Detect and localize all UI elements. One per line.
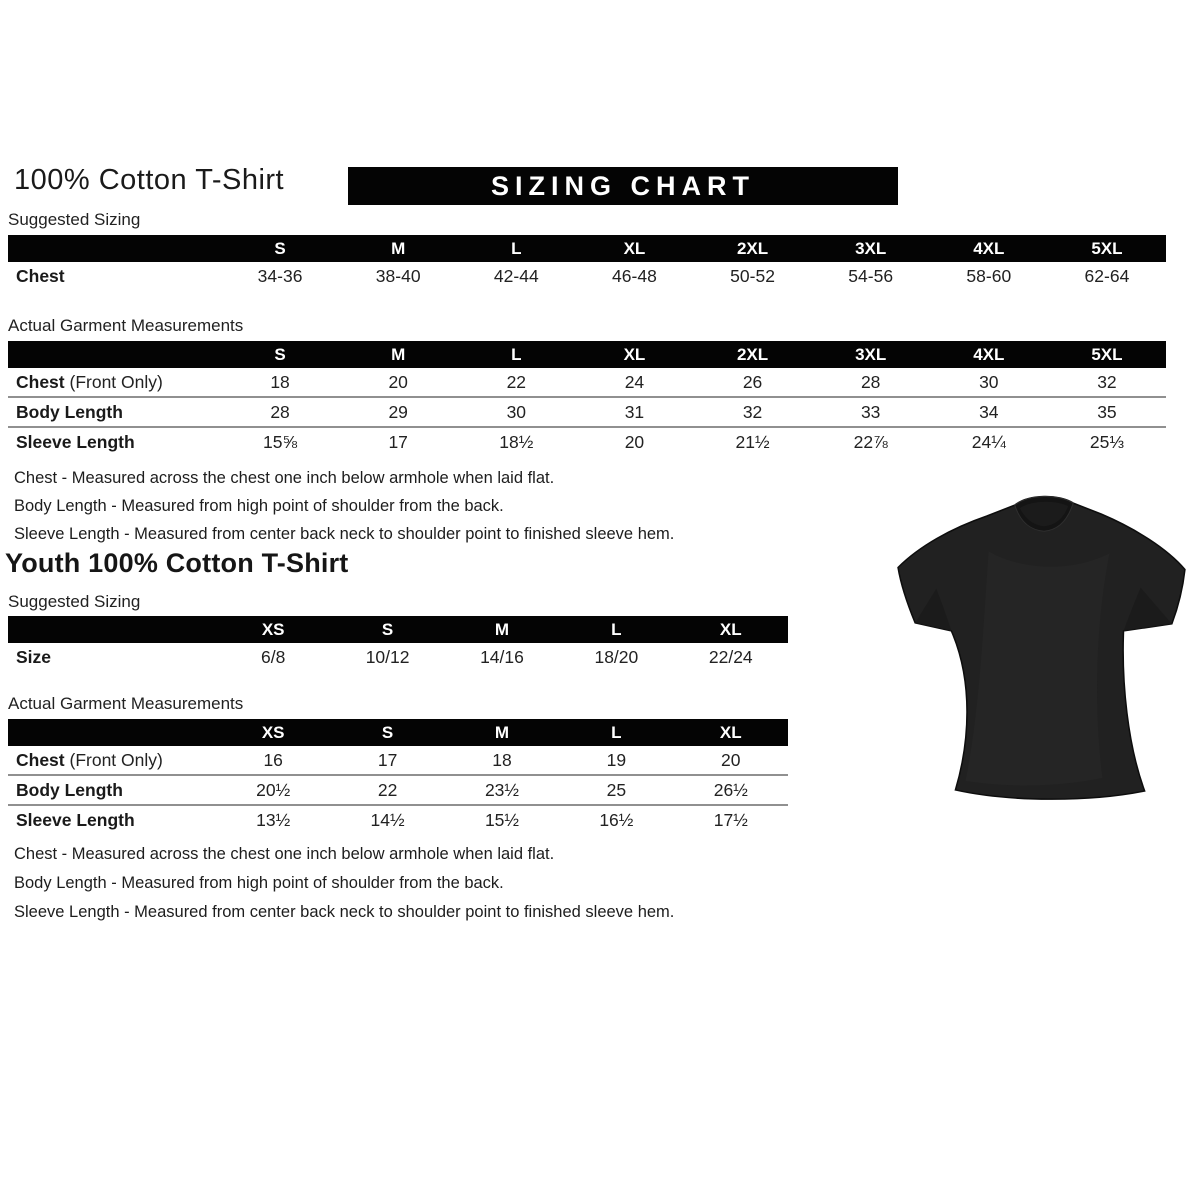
column-header-3xl: 3XL [812,235,930,262]
cell: 35 [1048,397,1166,427]
note-chest: Chest - Measured across the chest one inch below armhole when laid flat. [14,845,555,863]
cell: 32 [694,397,812,427]
cell: 14/16 [480,646,524,667]
youth-suggested-sizing-table [8,616,788,671]
adult-suggested-sizing-table [8,235,1166,290]
cell: 20½ [216,775,330,805]
table-corner-cell [8,235,221,262]
cell: 24¼ [930,427,1048,456]
cell: 28 [860,371,881,392]
column-header-l: L [457,341,575,368]
cell: 25⅓ [1048,427,1166,456]
row-label: Body Length [8,775,216,805]
column-header-xl: XL [674,719,788,746]
youth-suggested-sizing-label: Suggested Sizing [8,592,141,611]
table-row [8,397,1166,427]
column-header-4xl: 4XL [930,235,1048,262]
row-label: Chest [16,265,65,286]
cell: 21½ [694,427,812,456]
cell: 20 [575,427,693,456]
column-header-s: S [330,616,444,643]
cell: 42-44 [493,265,539,286]
column-header-xl: XL [674,616,788,643]
cell: 30 [979,371,999,392]
cell: 14½ [330,805,444,834]
row-label: Chest (Front Only) [16,371,163,392]
cell: 17 [377,749,398,770]
column-header-3xl: 3XL [812,341,930,368]
note-sleeve-length: Sleeve Length - Measured from center back neck to shoulder point to finished sleeve hem. [14,903,675,921]
table-row [8,368,1166,397]
column-header-s: S [330,719,444,746]
adult-suggested-sizing-label: Suggested Sizing [8,210,141,229]
cell: 30 [457,397,575,427]
table-row [8,643,788,671]
cell: 22/24 [708,646,753,667]
row-label: Chest (Front Only) [16,749,163,770]
column-header-l: L [559,616,673,643]
cell: 50-52 [730,265,775,286]
cell: 6/8 [261,646,286,667]
cell: 58-60 [966,265,1012,286]
column-header-l: L [559,719,673,746]
adult-section-title: 100% Cotton T-Shirt [14,164,285,196]
cell: 62-64 [1084,265,1130,286]
cell: 16½ [559,805,673,834]
row-label: Size [16,646,52,667]
cell: 22⅞ [812,427,930,456]
cell: 10/12 [365,646,410,667]
column-header-s: S [221,341,339,368]
cell: 15½ [445,805,559,834]
youth-measurements-label: Actual Garment Measurements [8,694,244,713]
column-header-l: L [457,235,575,262]
cell: 13½ [216,805,330,834]
tshirt-highlight [965,551,1109,785]
row-label: Sleeve Length [8,427,221,456]
cell: 18/20 [594,646,639,667]
column-header-5xl: 5XL [1048,341,1166,368]
column-header-m: M [445,616,559,643]
cell: 34-36 [257,265,303,286]
column-header-m: M [445,719,559,746]
cell: 26 [742,371,763,392]
youth-measurements-table [8,719,788,834]
column-header-5xl: 5XL [1048,235,1166,262]
note-sleeve-length: Sleeve Length - Measured from center back neck to shoulder point to finished sleeve hem. [14,525,675,543]
cell: 16 [263,749,283,770]
table-corner-cell [8,616,216,643]
note-body-length: Body Length - Measured from high point of shoulder from the back. [14,874,504,892]
youth-section-title: Youth 100% Cotton T-Shirt [5,548,349,578]
cell: 23½ [445,775,559,805]
cell: 25 [559,775,673,805]
cell: 22 [506,371,527,392]
adult-measurement-notes [14,464,674,548]
column-header-s: S [221,235,339,262]
adult-measurements-label: Actual Garment Measurements [8,316,244,335]
cell: 18½ [457,427,575,456]
column-header-4xl: 4XL [930,341,1048,368]
cell: 17½ [674,805,788,834]
cell: 34 [930,397,1048,427]
row-label: Body Length [8,397,221,427]
adult-measurements-table [8,341,1166,456]
cell: 31 [575,397,693,427]
column-header-2xl: 2XL [694,341,812,368]
column-header-m: M [339,341,457,368]
table-row [8,805,788,834]
column-header-xs: XS [216,719,330,746]
column-header-m: M [339,235,457,262]
table-row [8,746,788,775]
sizing-chart-banner [348,167,898,205]
note-chest: Chest - Measured across the chest one inch below armhole when laid flat. [14,469,555,487]
cell: 46-48 [612,265,657,286]
column-header-xl: XL [575,235,693,262]
table-corner-cell [8,341,221,368]
cell: 22 [330,775,444,805]
tshirt-image [893,490,1195,804]
cell: 28 [221,397,339,427]
cell: 24 [624,371,645,392]
table-corner-cell [8,719,216,746]
column-header-2xl: 2XL [694,235,812,262]
column-header-xs: XS [216,616,330,643]
cell: 18 [492,749,512,770]
cell: 19 [606,749,627,770]
cell: 33 [812,397,930,427]
table-row [8,427,1166,456]
row-label: Sleeve Length [8,805,216,834]
cell: 20 [388,371,408,392]
cell: 20 [721,749,741,770]
note-body-length: Body Length - Measured from high point of shoulder from the back. [14,497,504,515]
table-row [8,775,788,805]
cell: 38-40 [375,265,421,286]
cell: 29 [339,397,457,427]
cell: 54-56 [848,265,894,286]
cell: 18 [270,371,290,392]
youth-measurement-notes [14,840,674,927]
cell: 17 [339,427,457,456]
column-header-xl: XL [575,341,693,368]
cell: 15⅝ [221,427,339,456]
sizing-chart-banner-text: SIZING CHART [491,170,755,201]
cell: 26½ [674,775,788,805]
table-row [8,262,1166,290]
cell: 32 [1097,371,1117,392]
